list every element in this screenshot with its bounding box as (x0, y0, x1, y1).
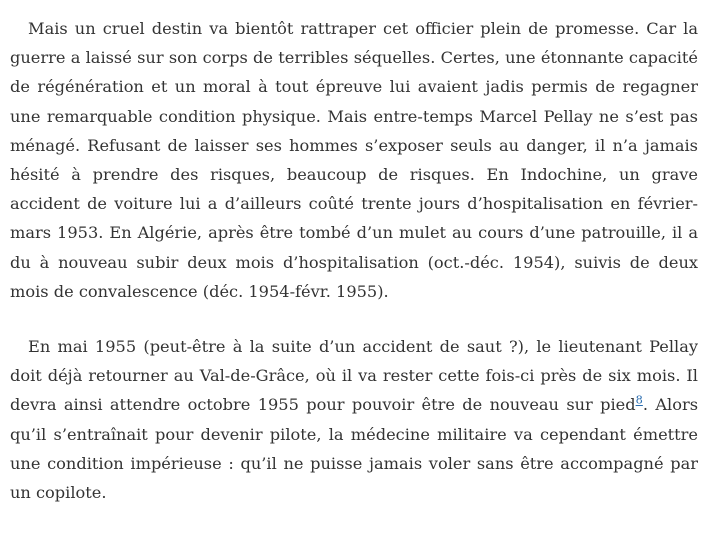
paragraph-2-text-before: En mai 1955 (peut-être à la suite d’un accident de saut ?), le lieutenant Pellay doit déjà retourner au Val-de-Grâce, où il va rester cette fois-ci près de six mois. Il devra ainsi attendre octobre 1955 pour pouvoir être de nouveau sur pied (10, 337, 698, 415)
article-body (10, 14, 698, 507)
paragraph-2 (10, 332, 698, 507)
paragraph-1-text: Mais un cruel destin va bientôt rattraper cet officier plein de promesse. Car la guerre a laissé sur son corps de terribles séquelles. Certes, une étonnante capacité de régénération et un moral à tout épreuve lui avaient jadis permis de regagner une remarquable condition physique. Mais entre-temps Marcel Pellay ne s’est pas ménagé. Refusant de laisser ses hommes s’exposer seuls au danger, il n’a jamais hésité à prendre des risques, beaucoup de risques. En Indochine, un grave accident de voiture lui a d’ailleurs coûté trente jours d’hospitalisation en février-mars 1953. En Algérie, après être tombé d’un mulet au cours d’une patrouille, il a du à nouveau subir deux mois d’hospitalisation (oct.-déc. 1954), suivis de deux mois de convalescence (déc. 1954-févr. 1955). (10, 19, 698, 301)
paragraph-2-text-after: . Alors qu’il s’entraînait pour devenir pilote, la médecine militaire va cependant émettre une condition impérieuse : qu’il ne puisse jamais voler sans être accompagné par un copilote. (10, 395, 698, 503)
footnote-link-8[interactable]: 8 (635, 393, 643, 408)
paragraph-1 (10, 14, 698, 306)
